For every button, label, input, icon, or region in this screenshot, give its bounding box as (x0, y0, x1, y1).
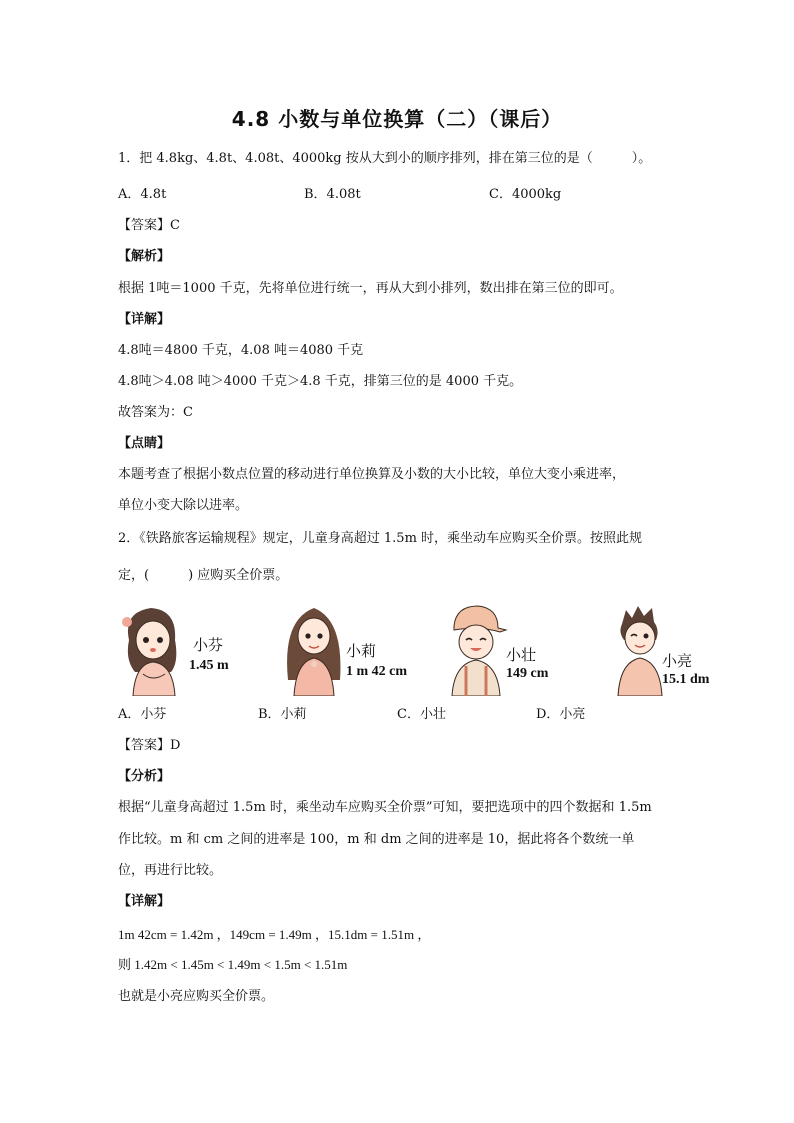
boy-cap-illustration-icon (440, 600, 510, 696)
child-figure-xiaozhuang (440, 600, 570, 696)
q1-detail-heading: 【详解】 (118, 312, 171, 327)
figure-height: 1.45 m (189, 658, 229, 673)
q2-analysis-2: 作比较。m 和 cm 之间的进率是 100，m 和 dm 之间的进率是 10，据此将各个数统一单 (118, 832, 635, 847)
q1-analysis-heading: 【解析】 (118, 249, 171, 264)
q1-comment-1: 本题考查了根据小数点位置的移动进行单位换算及小数的大小比较，单位大变小乘进率， (118, 467, 626, 482)
q2-detail-heading: 【详解】 (118, 894, 171, 909)
figure-name: 小亮 (662, 652, 693, 670)
child-figure-xiaofen (115, 600, 245, 696)
child-figure-xiaoli (280, 600, 430, 696)
girl-illustration-icon (115, 600, 195, 696)
q2-analysis-heading: 【分析】 (118, 769, 171, 784)
figure-height: 15.1 dm (662, 672, 710, 687)
figure-name: 小莉 (346, 642, 377, 660)
q1-comment-heading: 【点睛】 (118, 436, 171, 451)
q1-option-a: A．4.8t (118, 187, 167, 202)
q1-answer: 【答案】C (118, 218, 180, 233)
girl-long-hair-illustration-icon (280, 600, 350, 696)
q1-option-c: C．4000kg (489, 187, 562, 202)
q2-detail-2: 则 1.42m < 1.45m < 1.49m < 1.5m < 1.51m (118, 957, 348, 972)
q1-analysis: 根据 1吨＝1000 千克，先将单位进行统一，再从大到小排列，数出排在第三位的即可。 (118, 281, 623, 296)
q1-comment-2: 单位小变大除以进率。 (118, 498, 249, 513)
figure-name: 小壮 (506, 646, 537, 664)
q1-conclusion: 故答案为：C (118, 405, 193, 420)
q2-analysis-1: 根据“儿童身高超过 1.5m 时，乘坐动车应购买全价票”可知，要把选项中的四个数据和 1.5m (118, 800, 652, 815)
q2-option-c: C．小壮 (397, 707, 446, 722)
q2-stem-2: 定，( ) 应购买全价票。 (118, 568, 289, 583)
q2-conclusion: 也就是小亮应购买全价票。 (118, 989, 275, 1004)
figure-name: 小芬 (193, 636, 224, 654)
q2-answer: 【答案】D (118, 738, 181, 753)
figure-height: 149 cm (506, 666, 549, 681)
boy-wink-illustration-icon (610, 600, 670, 696)
q1-detail-2: 4.8吨＞4.08 吨＞4000 千克＞4.8 千克，排第三位的是 4000 千克。 (118, 374, 523, 389)
q1-detail-1: 4.8吨＝4800 千克，4.08 吨＝4080 千克 (118, 343, 364, 358)
q1-option-b: B．4.08t (304, 187, 361, 202)
q2-option-d: D．小亮 (536, 707, 586, 722)
child-figure-xiaoliang (610, 600, 730, 696)
figure-height: 1 m 42 cm (346, 664, 408, 679)
q2-option-a: A．小芬 (118, 707, 167, 722)
q1-stem: 1．把 4.8kg、4.8t、4.08t、4000kg 按从大到小的顺序排列，排在第三位的是（ ）。 (118, 151, 652, 166)
q2-analysis-3: 位，再进行比较。 (118, 863, 223, 878)
q2-option-b: B．小莉 (258, 707, 307, 722)
q2-detail-1: 1m 42cm = 1.42m ，149cm = 1.49m ，15.1dm = 1.51m ， (118, 927, 431, 942)
q2-stem-1: 2．《铁路旅客运输规程》规定，儿童身高超过 1.5m 时，乘坐动车应购买全价票。按照此规 (118, 531, 643, 546)
page-title: 4.8 小数与单位换算（二）（课后） (231, 107, 563, 131)
